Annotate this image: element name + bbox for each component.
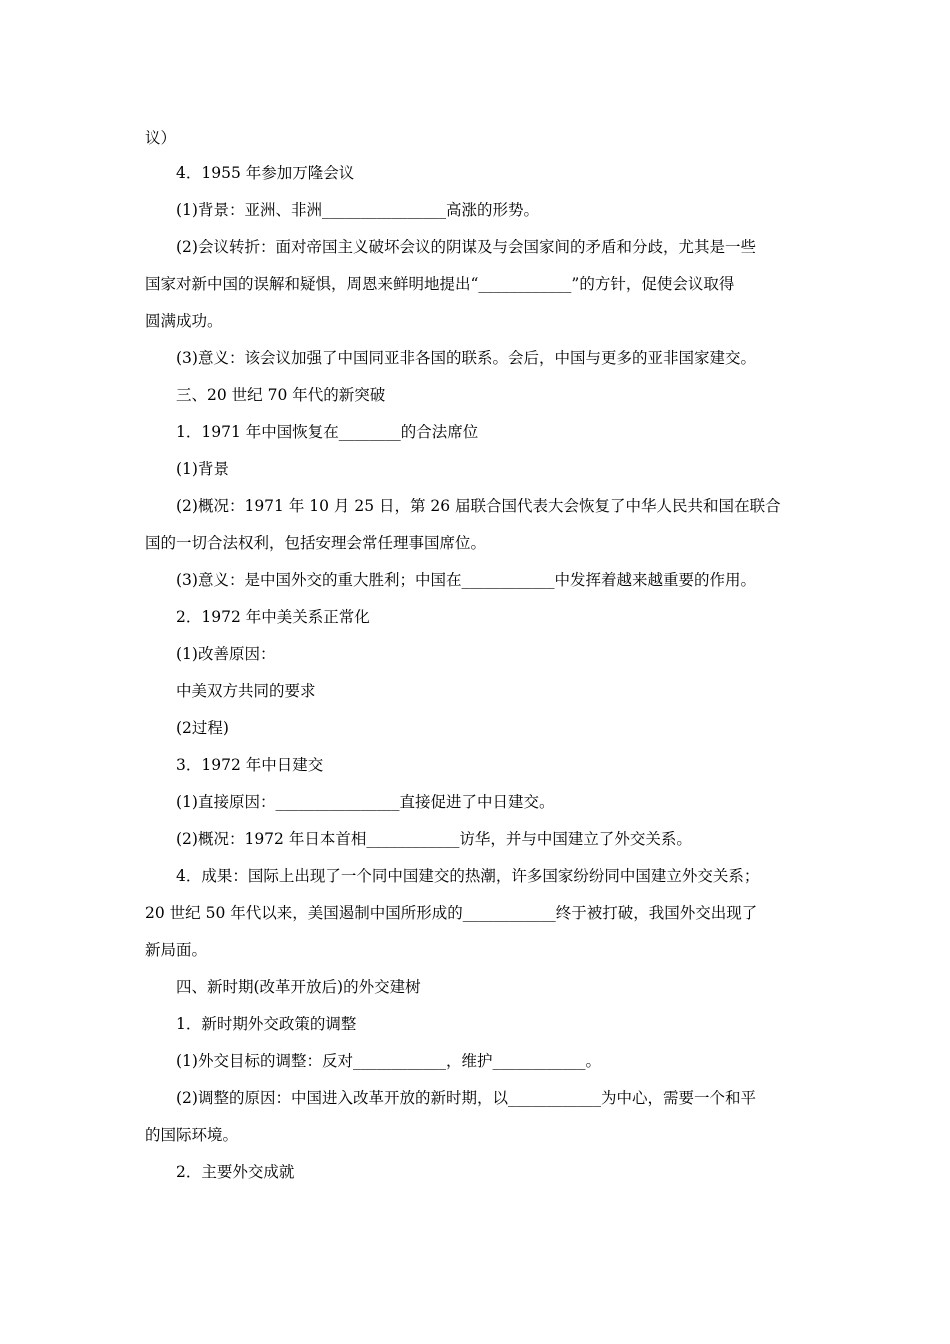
text-line: (1)背景 xyxy=(176,460,229,478)
section-heading: 4．1955 年参加万隆会议 xyxy=(176,164,355,182)
text-line: (2)调整的原因：中国进入改革开放的新时期，以____________为中心，需要一个和平 xyxy=(176,1089,756,1107)
section-heading: 2．主要外交成就 xyxy=(176,1163,295,1181)
section-heading: 1．新时期外交政策的调整 xyxy=(176,1015,357,1033)
text-line: 中美双方共同的要求 xyxy=(176,682,316,700)
text-line: (1)外交目标的调整：反对____________，维护____________。 xyxy=(176,1052,601,1070)
text-line: 国的一切合法权利，包括安理会常任理事国席位。 xyxy=(145,534,487,552)
text-line: 的国际环境。 xyxy=(145,1126,239,1144)
text-line: (2)概况：1971 年 10 月 25 日，第 26 届联合国代表大会恢复了中华人民共和国在联合 xyxy=(176,497,781,515)
text-line: (2)概况：1972 年日本首相____________访华，并与中国建立了外交关系。 xyxy=(176,830,692,848)
text-line: (3)意义：是中国外交的重大胜利；中国在____________中发挥着越来越重要的作用。 xyxy=(176,571,756,589)
section-heading: 3．1972 年中日建交 xyxy=(176,756,324,774)
section-heading: 1．1971 年中国恢复在________的合法席位 xyxy=(176,423,479,441)
text-line: 国家对新中国的误解和疑惧，周恩来鲜明地提出“____________”的方针，促使会议取得 xyxy=(145,275,735,293)
section-heading: 三、20 世纪 70 年代的新突破 xyxy=(176,386,386,404)
text-line: (1)直接原因：________________直接促进了中日建交。 xyxy=(176,793,555,811)
text-line: 20 世纪 50 年代以来，美国遏制中国所形成的____________终于被打破，我国外交出现了 xyxy=(145,904,758,922)
text-line: (2过程) xyxy=(176,719,229,737)
text-line: (1)改善原因： xyxy=(176,645,276,663)
section-heading: 2．1972 年中美关系正常化 xyxy=(176,608,370,626)
text-line: 新局面。 xyxy=(145,941,208,959)
text-line: (3)意义：该会议加强了中国同亚非各国的联系。会后，中国与更多的亚非国家建交。 xyxy=(176,349,756,367)
text-line: 圆满成功。 xyxy=(145,312,223,330)
section-heading: 四、新时期(改革开放后)的外交建树 xyxy=(176,978,421,996)
text-line: (1)背景：亚洲、非洲________________高涨的形势。 xyxy=(176,201,539,219)
text-line: 4．成果：国际上出现了一个同中国建交的热潮，许多国家纷纷同中国建立外交关系； xyxy=(176,867,760,885)
text-line: (2)会议转折：面对帝国主义破坏会议的阴谋及与会国家间的矛盾和分歧，尤其是一些 xyxy=(176,238,756,256)
text-line: 议） xyxy=(145,129,177,147)
